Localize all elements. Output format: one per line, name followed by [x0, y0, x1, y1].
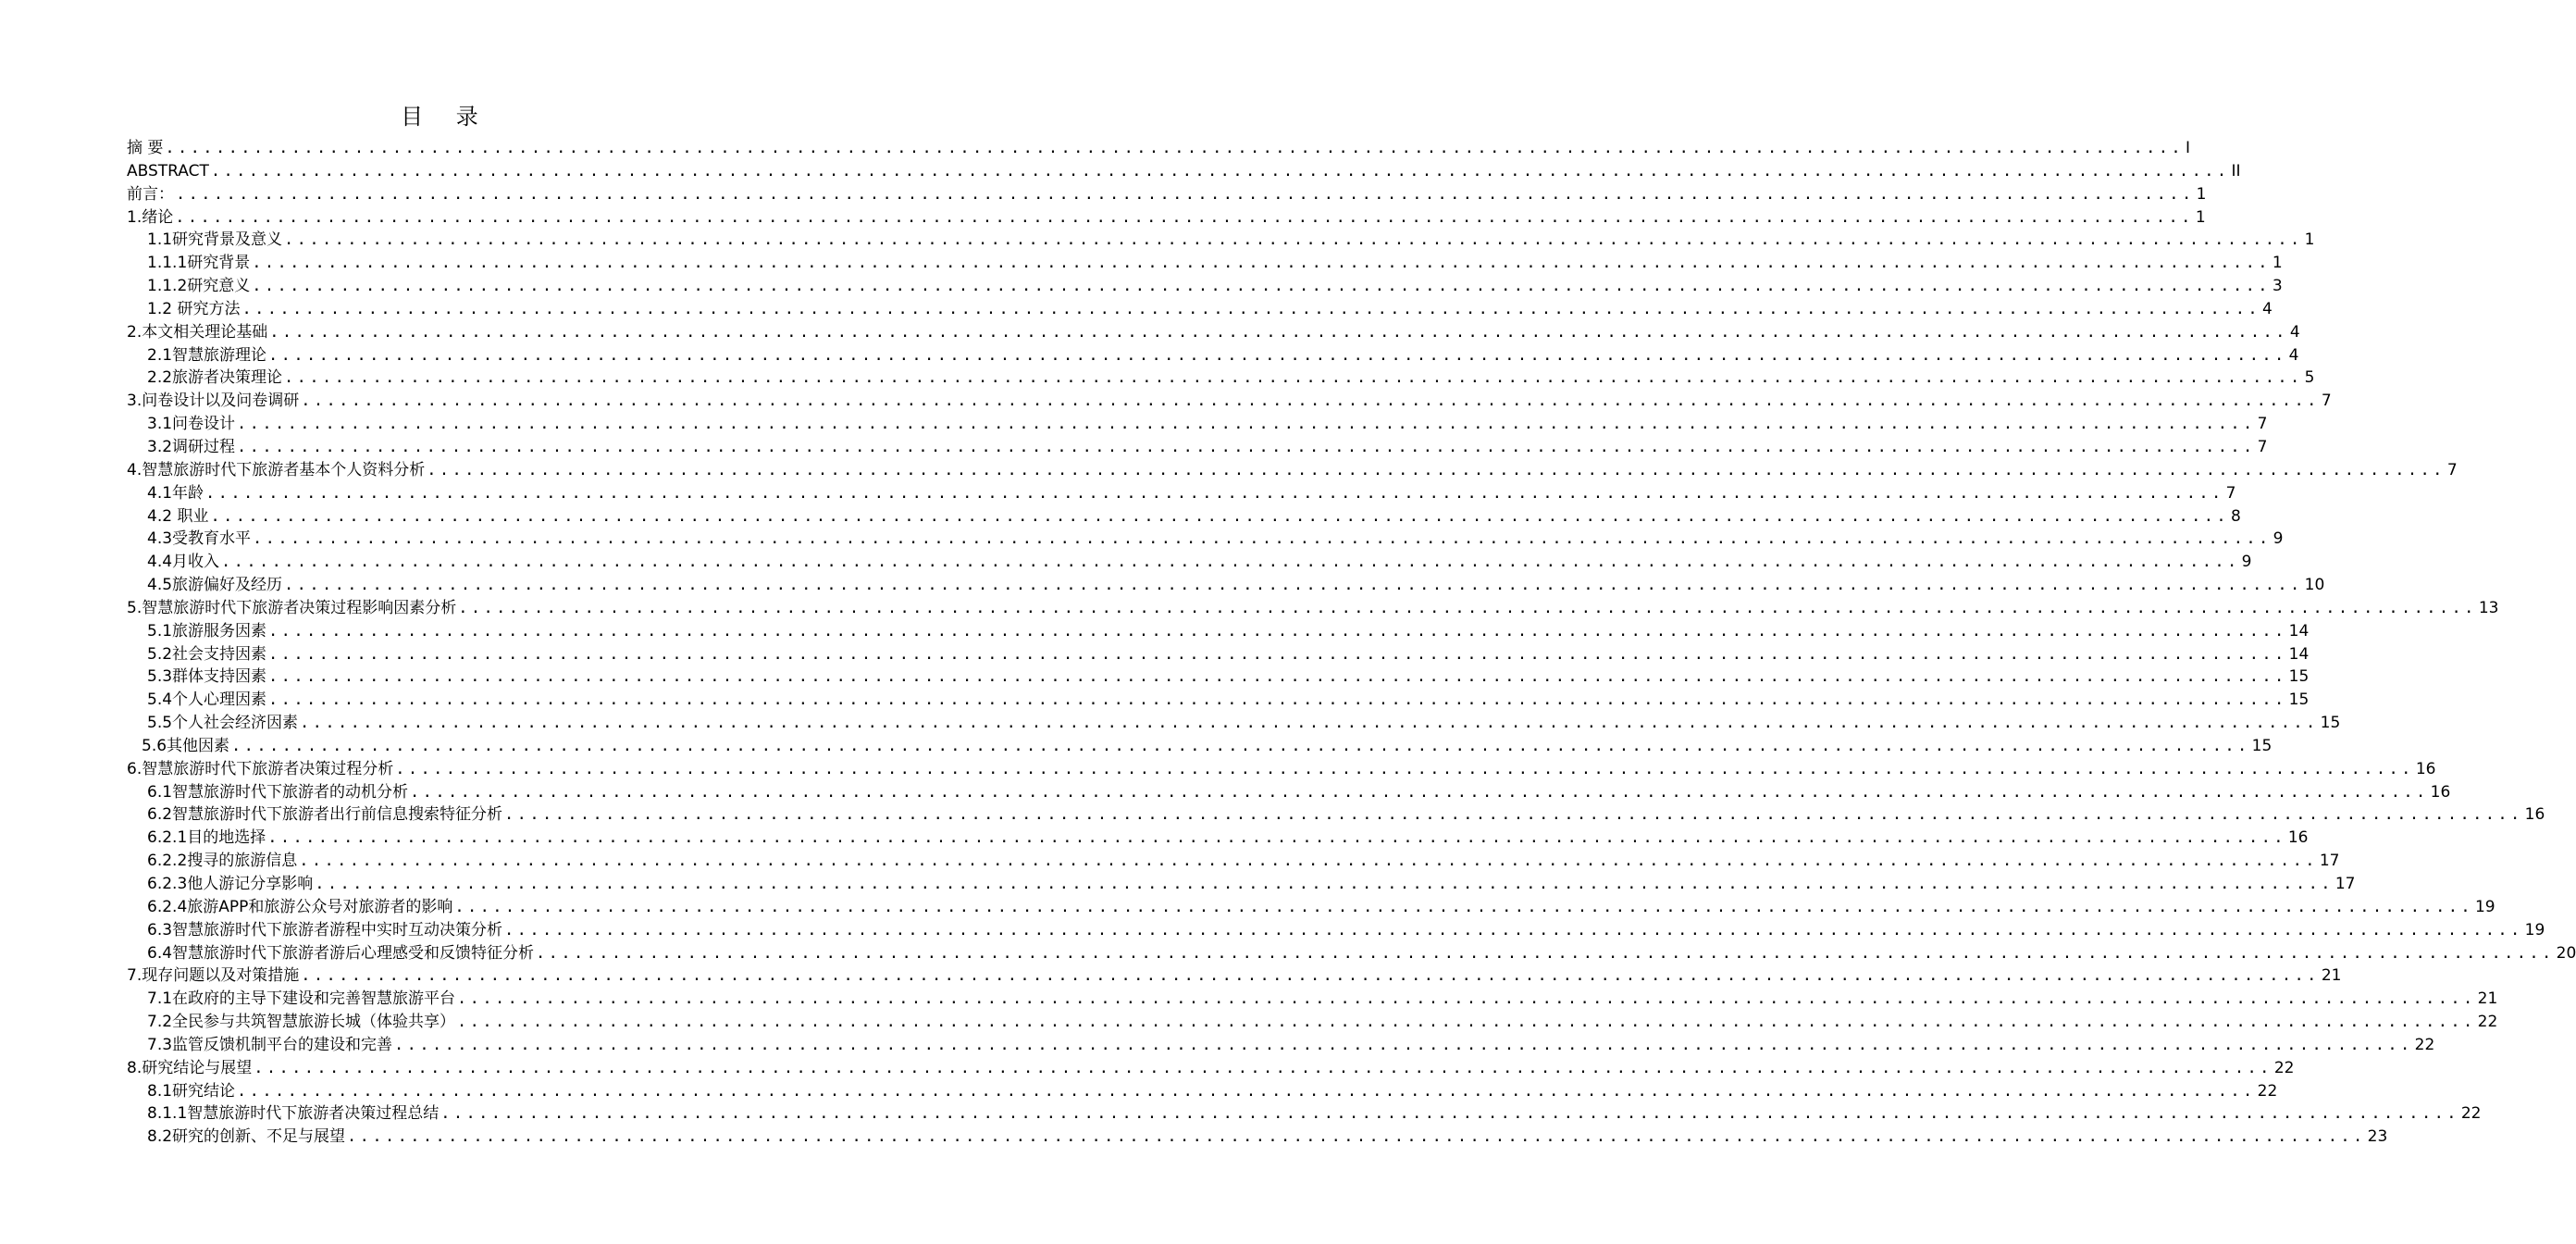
toc-entry-label: ABSTRACT — [127, 161, 209, 180]
toc-dot-leader: ................................................................................................................................................................ — [165, 139, 2184, 157]
toc-entry[interactable] — [127, 436, 2268, 459]
toc-dot-leader: ................................................................................................................................................................ — [284, 576, 2303, 595]
toc-dot-leader: ................................................................................................................................................................ — [210, 161, 2230, 180]
toc-entry[interactable] — [127, 712, 2341, 735]
toc-entry-page-number: 13 — [2478, 598, 2499, 617]
toc-entry-page-number: 15 — [2251, 736, 2273, 755]
toc-entry-page-number: 8 — [2231, 506, 2241, 526]
toc-entry-page-number: 16 — [2524, 805, 2545, 825]
toc-dot-leader: ................................................................................................................................................................ — [267, 828, 2286, 848]
toc-dot-leader: ................................................................................................................................................................ — [268, 644, 2287, 664]
toc-entry-page-number: 15 — [2320, 714, 2341, 733]
toc-entry[interactable] — [127, 413, 2268, 436]
toc-entry[interactable] — [127, 781, 2451, 804]
toc-dot-leader: ................................................................................................................................................................ — [237, 437, 2256, 456]
toc-entry[interactable] — [127, 344, 2299, 367]
toc-dot-leader: ................................................................................................................................................................ — [504, 920, 2523, 939]
toc-dot-leader: ................................................................................................................................................................ — [457, 989, 2476, 1009]
toc-entry-page-number: 4 — [2289, 322, 2300, 342]
toc-entry-page-number: I — [2185, 139, 2190, 157]
toc-entry-page-number: II — [2231, 161, 2241, 180]
toc-entry-page-number: 1 — [2304, 230, 2315, 250]
toc-entry-page-number: 7 — [2257, 437, 2268, 456]
toc-entry-label: 3.1问卷设计 — [147, 415, 236, 434]
toc-dot-leader: ................................................................................................................................................................ — [268, 690, 2287, 710]
toc-entry-page-number: 22 — [2477, 1013, 2498, 1032]
toc-entry[interactable] — [127, 275, 2283, 298]
toc-dot-leader: ................................................................................................................................................................ — [269, 322, 2288, 342]
toc-dot-leader: ................................................................................................................................................................ — [175, 207, 2194, 227]
toc-entry-page-number: 23 — [2367, 1127, 2388, 1147]
toc-entry[interactable] — [127, 942, 2576, 965]
toc-entry-page-number: 22 — [2273, 1058, 2295, 1077]
toc-dot-leader: ................................................................................................................................................................ — [284, 230, 2303, 250]
toc-entry-page-number: 21 — [2477, 989, 2498, 1009]
toc-entry-page-number: 7 — [2257, 415, 2268, 434]
toc-dot-leader: ................................................................................................................................................................ — [252, 277, 2271, 296]
toc-dot-leader: ................................................................................................................................................................ — [301, 966, 2320, 986]
toc-entry-page-number: 15 — [2288, 667, 2310, 687]
toc-entry-page-number: 9 — [2273, 529, 2284, 549]
toc-dot-leader: ................................................................................................................................................................ — [237, 1081, 2256, 1101]
toc-entry[interactable] — [127, 758, 2436, 781]
toc-entry-label: 8.1.1智慧旅游时代下旅游者决策过程总结 — [147, 1104, 440, 1124]
toc-entry-page-number: 19 — [2474, 897, 2496, 916]
toc-entry-page-number: 20 — [2556, 943, 2576, 963]
toc-dot-leader: ................................................................................................................................................................ — [299, 852, 2318, 871]
toc-dot-leader: ................................................................................................................................................................ — [395, 759, 2414, 778]
toc-entry-label: 1.2 研究方法 — [147, 299, 241, 318]
toc-entry-page-number: 4 — [2288, 345, 2299, 365]
toc-entry-page-number: 14 — [2288, 621, 2310, 641]
toc-entry-label: 5.4个人心理因素 — [147, 690, 267, 710]
toc-entry-label: 7.2全民参与共筑智慧旅游长城（体验共享） — [147, 1013, 456, 1032]
toc-entry-page-number: 7 — [2321, 392, 2332, 411]
toc-entry-label: 摘 要 — [127, 139, 164, 157]
toc-entry-page-number: 17 — [2319, 852, 2340, 871]
toc-entry[interactable] — [127, 666, 2310, 689]
toc-entry-page-number: 9 — [2241, 553, 2252, 572]
toc-dot-leader: ................................................................................................................................................................ — [394, 1035, 2413, 1054]
toc-entry[interactable] — [127, 827, 2309, 850]
toc-dot-leader: ................................................................................................................................................................ — [410, 782, 2429, 802]
toc-entry-label: 6.1智慧旅游时代下旅游者的动机分析 — [147, 782, 409, 802]
toc-dot-leader: ................................................................................................................................................................ — [205, 483, 2224, 503]
toc-entry[interactable] — [127, 620, 2310, 643]
toc-entry[interactable] — [127, 988, 2498, 1011]
toc-entry-label: 8.1研究结论 — [147, 1081, 236, 1101]
toc-entry-page-number: 5 — [2304, 368, 2315, 388]
toc-entry[interactable] — [127, 597, 2499, 620]
toc-entry[interactable] — [127, 1057, 2295, 1080]
toc-entry[interactable] — [127, 137, 2190, 160]
toc-entry[interactable] — [127, 735, 2273, 758]
toc-entry-page-number: 16 — [2430, 782, 2451, 802]
toc-entry-page-number: 1 — [2196, 184, 2207, 204]
toc-entry[interactable] — [127, 1034, 2435, 1057]
toc-entry-label: 5.5个人社会经济因素 — [147, 714, 299, 733]
toc-dot-leader: ................................................................................................................................................................ — [268, 667, 2287, 687]
toc-entry-page-number: 22 — [2460, 1104, 2482, 1124]
toc-entry-page-number: 17 — [2334, 875, 2356, 893]
toc-entry[interactable] — [127, 689, 2310, 712]
toc-entry-page-number: 22 — [2257, 1081, 2278, 1101]
toc-dot-leader: ................................................................................................................................................................ — [301, 392, 2320, 411]
toc-dot-leader: ................................................................................................................................................................ — [268, 621, 2287, 641]
toc-entry[interactable] — [127, 850, 2340, 873]
toc-dot-leader: ................................................................................................................................................................ — [440, 1104, 2459, 1124]
toc-entry-label: 8.2研究的创新、不足与展望 — [147, 1127, 346, 1147]
toc-dot-leader: ................................................................................................................................................................ — [252, 254, 2271, 273]
toc-entry[interactable] — [127, 183, 2207, 206]
toc-entry[interactable] — [127, 643, 2310, 666]
toc-title: 目 录 — [401, 104, 491, 130]
toc-entry-page-number: 16 — [2415, 759, 2436, 778]
toc-dot-leader: ................................................................................................................................................................ — [268, 345, 2287, 365]
toc-dot-leader: ................................................................................................................................................................ — [253, 529, 2272, 549]
toc-entry-label: 5.3群体支持因素 — [147, 667, 267, 687]
toc-dot-leader: ................................................................................................................................................................ — [284, 368, 2303, 388]
toc-entry-label: 前言： — [127, 184, 174, 204]
toc-entry-label: 1.绪论 — [127, 207, 174, 227]
toc-entry[interactable] — [127, 919, 2545, 942]
toc-entry-label: 6.智慧旅游时代下旅游者决策过程分析 — [127, 759, 394, 778]
toc-entry-label: 8.研究结论与展望 — [127, 1058, 253, 1077]
toc-entry[interactable] — [127, 528, 2284, 551]
toc-entry-label: 4.1年龄 — [147, 483, 204, 503]
toc-entry-page-number: 14 — [2288, 644, 2310, 664]
toc-entry-label: 3.2调研过程 — [147, 437, 236, 456]
toc-entry-label: 4.4月收入 — [147, 553, 220, 572]
toc-entry-label: 2.1智慧旅游理论 — [147, 345, 267, 365]
toc-entry-label: 4.智慧旅游时代下旅游者基本个人资料分析 — [127, 460, 426, 479]
toc-entry[interactable] — [127, 252, 2283, 275]
toc-entry[interactable] — [127, 482, 2236, 505]
toc-entry-label: 1.1.2研究意义 — [147, 277, 251, 296]
toc-entry-page-number: 1 — [2195, 207, 2206, 227]
toc-entry-label: 6.2智慧旅游时代下旅游者出行前信息搜索特征分析 — [147, 805, 503, 825]
toc-entry-page-number: 16 — [2287, 828, 2309, 848]
toc-entry-label: 7.3监管反馈机制平台的建设和完善 — [147, 1035, 393, 1054]
toc-entry[interactable] — [127, 229, 2315, 252]
toc-entry[interactable] — [127, 298, 2273, 321]
toc-entry[interactable] — [127, 803, 2545, 827]
toc-entry[interactable] — [127, 1126, 2388, 1149]
toc-dot-leader: ................................................................................................................................................................ — [210, 506, 2230, 526]
toc-entry-label: 7.1在政府的主导下建设和完善智慧旅游平台 — [147, 989, 456, 1009]
toc-entry-label: 5.1旅游服务因素 — [147, 621, 267, 641]
toc-entry[interactable] — [127, 459, 2458, 482]
toc-entry[interactable] — [127, 367, 2315, 390]
table-of-contents — [127, 137, 2576, 1149]
toc-entry[interactable] — [127, 206, 2206, 230]
toc-entry-page-number: 21 — [2321, 966, 2342, 986]
toc-dot-leader: ................................................................................................................................................................ — [458, 598, 2477, 617]
toc-entry-page-number: 4 — [2262, 299, 2273, 318]
toc-dot-leader: ................................................................................................................................................................ — [221, 553, 2240, 572]
toc-entry-label: 1.1研究背景及意义 — [147, 230, 283, 250]
toc-entry-label: 7.现存问题以及对策措施 — [127, 966, 300, 986]
toc-entry[interactable] — [127, 1011, 2498, 1034]
toc-entry[interactable] — [127, 505, 2241, 529]
toc-entry-label: 4.5旅游偏好及经历 — [147, 576, 283, 595]
toc-dot-leader: ................................................................................................................................................................ — [231, 736, 2250, 755]
toc-entry-page-number: 15 — [2288, 690, 2310, 710]
toc-entry[interactable] — [127, 873, 2356, 896]
toc-entry-label: 3.问卷设计以及问卷调研 — [127, 392, 300, 411]
toc-entry-label: 6.2.3他人游记分享影响 — [147, 875, 314, 893]
toc-entry[interactable] — [127, 964, 2342, 988]
toc-entry-label: 6.3智慧旅游时代下旅游者游程中实时互动决策分析 — [147, 920, 503, 939]
toc-dot-leader: ................................................................................................................................................................ — [347, 1127, 2366, 1147]
toc-entry-label: 5.智慧旅游时代下旅游者决策过程影响因素分析 — [127, 598, 457, 617]
toc-entry-page-number: 7 — [2225, 483, 2236, 503]
toc-dot-leader: ................................................................................................................................................................ — [427, 460, 2446, 479]
toc-dot-leader: ................................................................................................................................................................ — [315, 875, 2334, 893]
toc-entry-label: 6.2.4旅游APP和旅游公众号对旅游者的影响 — [147, 897, 453, 916]
toc-entry-label: 2.本文相关理论基础 — [127, 322, 268, 342]
toc-entry[interactable] — [127, 1102, 2482, 1126]
toc-entry[interactable] — [127, 1080, 2278, 1103]
toc-dot-leader: ................................................................................................................................................................ — [504, 805, 2523, 825]
toc-entry-page-number: 19 — [2524, 920, 2545, 939]
toc-entry-label: 2.2旅游者决策理论 — [147, 368, 283, 388]
toc-entry-label: 1.1.1研究背景 — [147, 254, 251, 273]
toc-dot-leader: ................................................................................................................................................................ — [242, 299, 2261, 318]
toc-entry[interactable] — [127, 574, 2325, 597]
toc-entry[interactable] — [127, 390, 2332, 413]
toc-entry-label: 4.3受教育水平 — [147, 529, 252, 549]
toc-entry-page-number: 7 — [2446, 460, 2458, 479]
toc-entry-label: 6.2.1目的地选择 — [147, 828, 266, 848]
toc-dot-leader: ................................................................................................................................................................ — [254, 1058, 2273, 1077]
toc-entry-page-number: 1 — [2272, 254, 2283, 273]
toc-dot-leader: ................................................................................................................................................................ — [457, 1013, 2476, 1032]
toc-entry[interactable] — [127, 160, 2241, 183]
toc-dot-leader: ................................................................................................................................................................ — [300, 714, 2319, 733]
toc-entry-page-number: 22 — [2414, 1035, 2435, 1054]
toc-entry-page-number: 3 — [2272, 277, 2283, 296]
toc-dot-leader: ................................................................................................................................................................ — [237, 415, 2256, 434]
toc-entry-page-number: 10 — [2304, 576, 2325, 595]
toc-dot-leader: ................................................................................................................................................................ — [176, 184, 2195, 204]
toc-dot-leader: ................................................................................................................................................................ — [454, 897, 2473, 916]
toc-entry[interactable] — [127, 896, 2496, 919]
toc-entry-label: 5.6其他因素 — [142, 736, 230, 755]
toc-entry-label: 4.2 职业 — [147, 506, 209, 526]
toc-dot-leader: ................................................................................................................................................................ — [536, 943, 2555, 963]
toc-entry-label: 5.2社会支持因素 — [147, 644, 267, 664]
toc-entry[interactable] — [127, 321, 2300, 344]
toc-entry-label: 6.2.2搜寻的旅游信息 — [147, 852, 298, 871]
toc-entry[interactable] — [127, 551, 2252, 574]
toc-entry-label: 6.4智慧旅游时代下旅游者游后心理感受和反馈特征分析 — [147, 943, 535, 963]
